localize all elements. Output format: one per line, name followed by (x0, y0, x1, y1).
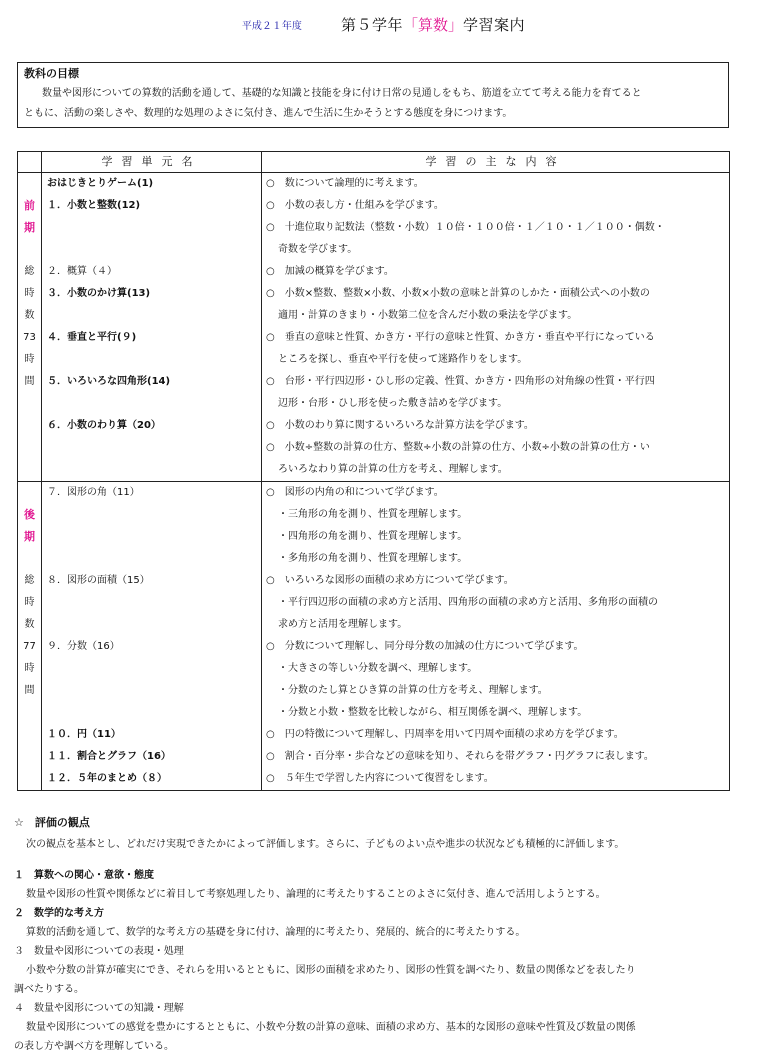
content-list-cell (262, 482, 730, 791)
content-line: ○ 小数÷整数の計算の仕方、整数÷小数の計算の仕方、小数÷小数の計算の仕方・い (266, 442, 650, 453)
content-line: 求め方と活用を理解します。 (278, 619, 408, 630)
term-hours-char: 総 (24, 266, 35, 277)
content-line: ・四角形の角を測り、性質を理解します。 (278, 531, 468, 542)
term-hours-char (18, 702, 41, 724)
content-line: ○ 円の特徴について理解し、円周率を用いて円周や面積の求め方を学びます。 (266, 729, 624, 740)
content-line: ○ 垂直の意味と性質、かき方・平行の意味と性質、かき方・垂直や平行になっている (266, 332, 655, 343)
content-line: ○ 十進位取り記数法（整数・小数）１０倍・１００倍・１／１０・１／１００・偶数・ (266, 222, 665, 233)
content-line: ・三角形の角を測り、性質を理解します。 (278, 509, 468, 520)
term-period-char: 期 (24, 221, 35, 234)
unit-list-cell (42, 482, 262, 791)
evaluation-title: ☆ 評価の観点 (14, 816, 90, 829)
section-second-term (18, 482, 730, 791)
evaluation-intro: 次の観点を基本とし、どれだけ実現できたかによって評価します。さらに、子どものよい点や進歩の状況なども積極的に評価します。 (26, 839, 625, 850)
subject-name: 「算数」 (403, 16, 464, 34)
goals-line: ともに、活動の楽しさや、数理的な処理のよさに気付き、進んで生活に生かそうとする態度を身につけます。 (24, 108, 513, 119)
term-hours-char: 時 (24, 663, 35, 674)
evaluation-heading: ３ 数量や図形についての表現・処理 (14, 946, 184, 957)
content-line: 奇数を学びます。 (278, 244, 358, 255)
content-line: ・分数のたし算とひき算の計算の仕方を考え、理解します。 (278, 685, 548, 696)
evaluation-text: 数量や図形の性質や関係などに着目して考察処理したり、論理的に考えたりすることのよさに気付き、進んで活用しようとする。 (26, 889, 606, 900)
header-blank (18, 152, 42, 173)
content-line: ○ いろいろな図形の面積の求め方について学びます。 (266, 575, 514, 586)
unit-line (42, 548, 261, 570)
unit-line: ６．小数のわり算（20） (47, 420, 161, 431)
term-hours-char: 総 (24, 575, 35, 586)
term-hours-char (18, 482, 41, 504)
unit-line: ８．図形の面積（15） (47, 575, 150, 586)
title-prefix: 第５学年 (341, 16, 404, 34)
term-hours-char: 77 (23, 641, 36, 652)
content-line: ・分数と小数・整数を比較しながら、相互関係を調べ、理解します。 (278, 707, 588, 718)
term-hours-char: 時 (24, 288, 35, 299)
unit-line: １０．円（11） (47, 729, 121, 740)
evaluation-text: 小数や分数の計算が確実にでき、それらを用いるとともに、図形の面積を求めたり、図形の性質を調べたり、数量の関係などを表したり (26, 965, 636, 976)
term-hours-char (18, 724, 41, 746)
content-list-cell (262, 173, 730, 482)
content-line: ○ 小数×整数、整数×小数、小数×小数の意味と計算のしかた・面積公式への小数の (266, 288, 650, 299)
content-line: ○ 割合・百分率・歩合などの意味を知り、それらを帯グラフ・円グラフに表します。 (266, 751, 654, 762)
term-hours-char: 間 (24, 376, 35, 387)
term-hours-char (18, 768, 41, 790)
content-line: ○ ５年生で学習した内容について復習をします。 (266, 773, 494, 784)
unit-line: ５．いろいろな四角形(14) (47, 376, 171, 387)
table-header-row (18, 152, 730, 173)
content-line: ○ 小数の表し方・仕組みを学びます。 (266, 200, 444, 211)
unit-line: ３．小数のかけ算(13) (47, 288, 151, 299)
evaluation-text: 数量や図形についての感覚を豊かにするとともに、小数や分数の計算の意味、面積の求め方、基本的な図形の意味や性質及び数量の関係 (26, 1022, 636, 1033)
goals-title: 教科の目標 (24, 67, 79, 80)
evaluation-text: 調べたりする。 (14, 984, 84, 995)
unit-list-cell (42, 173, 262, 482)
content-line: 適用・計算のきまり・小数第二位を含んだ小数の乗法を学びます。 (278, 310, 578, 321)
unit-line: ４．垂直と平行(９) (47, 332, 137, 343)
header-main-content: 学習の主な内容 (262, 152, 730, 173)
title-suffix: 学習案内 (463, 16, 526, 34)
term-hours-char: 間 (24, 685, 35, 696)
unit-line (42, 239, 261, 261)
content-line: ・平行四辺形の面積の求め方と活用、四角形の面積の求め方と活用、多角形の面積の (278, 597, 658, 608)
evaluation-heading: ４ 数量や図形についての知識・理解 (14, 1003, 184, 1014)
unit-line (42, 305, 261, 327)
unit-line (42, 680, 261, 702)
term-hours-char (18, 437, 41, 459)
term-hours-char (18, 415, 41, 437)
term-hours-char (18, 173, 41, 195)
content-line: ○ 小数のわり算に関するいろいろな計算方法を学びます。 (266, 420, 534, 431)
content-line: ○ 図形の内角の和について学びます。 (266, 487, 444, 498)
unit-line (42, 702, 261, 724)
unit-line: ２．概算（４） (47, 266, 117, 277)
unit-line (42, 437, 261, 459)
content-line: ・多角形の角を測り、性質を理解します。 (278, 553, 468, 564)
content-line: ところを探し、垂直や平行を使って迷路作りをします。 (278, 354, 528, 365)
term-hours-char (18, 239, 41, 261)
content-line: ・大きさの等しい分数を調べ、理解します。 (278, 663, 478, 674)
unit-line (42, 349, 261, 371)
term-period-char: 後 (24, 508, 35, 521)
evaluation-section (14, 812, 754, 1056)
content-line: ろいろなわり算の計算の仕方を考え、理解します。 (278, 464, 508, 475)
unit-line (42, 217, 261, 239)
curriculum-table (17, 151, 730, 791)
evaluation-text: の表し方や調べ方を理解している。 (14, 1041, 174, 1052)
unit-line (42, 504, 261, 526)
evaluation-heading: ２ 数学的な考え方 (14, 908, 104, 919)
term-label-cell (18, 482, 42, 791)
term-hours-char: 73 (23, 332, 36, 343)
unit-line: ９．分数（16） (47, 641, 120, 652)
unit-line (42, 526, 261, 548)
unit-line (42, 614, 261, 636)
unit-line: おはじきとりゲーム(1) (47, 178, 154, 189)
term-period-char: 前 (24, 199, 35, 212)
goals-line: 数量や図形についての算数的活動を通して、基礎的な知識と技能を身に付け日常の見通しをもち、筋道を立てて考える能力を育てると (42, 88, 642, 99)
term-label-cell (18, 173, 42, 482)
section-first-term (18, 173, 730, 482)
term-hours-char (18, 746, 41, 768)
unit-line: ７．図形の角（11） (47, 487, 140, 498)
evaluation-items (14, 866, 754, 1056)
evaluation-heading: １ 算数への関心・意欲・態度 (14, 870, 154, 881)
unit-line (42, 393, 261, 415)
goals-text (24, 84, 722, 124)
term-hours-char: 時 (24, 354, 35, 365)
evaluation-text: 算数的活動を通して、数学的な考え方の基礎を身に付け、論理的に考えたり、発展的、統合的に考えたりする。 (26, 927, 526, 938)
term-hours-char: 時 (24, 597, 35, 608)
term-hours-char (18, 393, 41, 415)
header-unit-name: 学習単元名 (42, 152, 262, 173)
term-period-char: 期 (24, 530, 35, 543)
term-hours-char: 数 (24, 310, 35, 321)
term-hours-char (18, 548, 41, 570)
unit-line: １２．５年のまとめ（８） (47, 773, 167, 784)
content-line: ○ 加減の概算を学びます。 (266, 266, 394, 277)
content-line: ○ 数について論理的に考えます。 (266, 178, 424, 189)
unit-line (42, 658, 261, 680)
unit-line: １１．割合とグラフ（16） (47, 751, 171, 762)
content-line: 辺形・台形・ひし形を使った敷き詰めを学びます。 (278, 398, 508, 409)
content-line: ○ 台形・平行四辺形・ひし形の定義、性質、かき方・四角形の対角線の性質・平行四 (266, 376, 655, 387)
term-hours-char: 数 (24, 619, 35, 630)
subject-goals-box (17, 62, 729, 128)
unit-line (42, 592, 261, 614)
unit-line: １．小数と整数(12) (47, 200, 141, 211)
page-header (0, 14, 767, 38)
content-line: ○ 分数について理解し、同分母分数の加減の仕方について学びます。 (266, 641, 584, 652)
school-year: 平成２１年度 (241, 21, 302, 32)
